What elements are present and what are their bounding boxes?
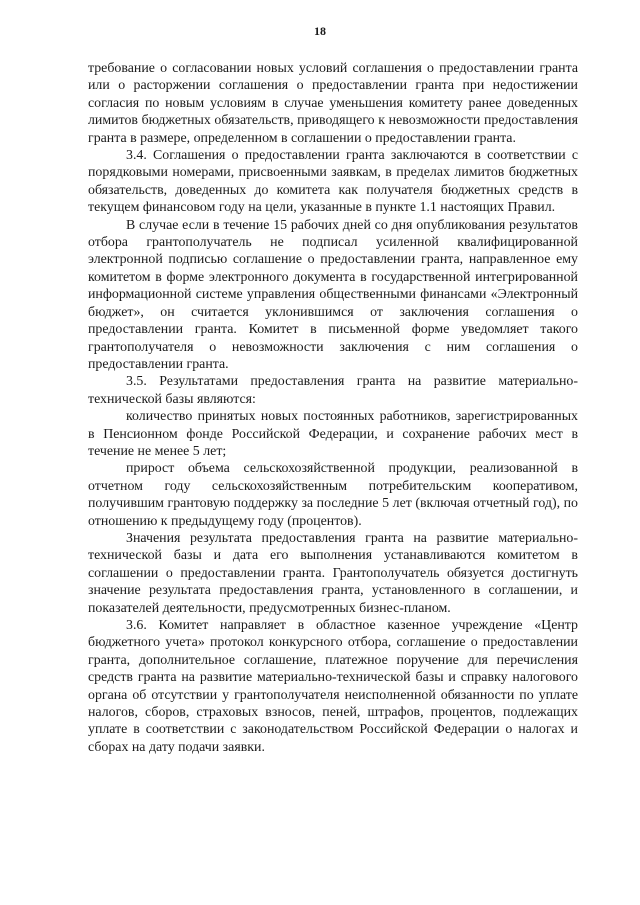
- paragraph-3-5: 3.5. Результатами предоставления гранта на развитие материально-технической базы являются:: [88, 374, 578, 407]
- document-body: [88, 60, 578, 756]
- paragraph-evasion-clause: В случае если в течение 15 рабочих дней со дня опубликования результатов отбора грантополучатель не подписал усиленной квалифицированной электронной подписью соглашение о предоставлении гранта, направленное ему комитетом в форме электронного документа в государственной интегрированной информационной системе управления общественными финансами «Электронный бюджет», он считается уклонившимся от заключения соглашения о предоставлении гранта. Комитет в письменной форме уведомляет такого грантополучателя о невозможности заключения с ним соглашения о предоставлении гранта.: [88, 217, 578, 372]
- paragraph-result-employees: количество принятых новых постоянных работников, зарегистрированных в Пенсионном фонде Российской Федерации, и сохранение рабочих мест в течение не менее 5 лет;: [88, 409, 578, 459]
- paragraph-continuation: требование о согласовании новых условий соглашения о предоставлении гранта или о расторжении соглашения о предоставлении гранта при недостижении согласия по новым условиям в случае уменьшения комитету ранее доведенных лимитов бюджетных обязательств, приводящего к невозможности предоставления гранта в размере, определенном в соглашении о предоставлении гранта.: [88, 61, 578, 146]
- paragraph-result-production: прирост объема сельскохозяйственной продукции, реализованной в отчетном году сельскохозяйственным потребительским кооперативом, получившим грантовую поддержку за последние 5 лет (включая отчетный год), по отношению к предыдущему году (процентов).: [88, 461, 578, 529]
- paragraph-3-6: 3.6. Комитет направляет в областное казенное учреждение «Центр бюджетного учета» протокол конкурсного отбора, соглашение о предоставлении гранта, дополнительное соглашение, платежное поручение для перечисления средств гранта на развитие материально-технической базы и справку налогового органа об отсутствии у грантополучателя неисполненной обязанности по уплате налогов, сборов, страховых взносов, пеней, штрафов, процентов, подлежащих уплате в соответствии с законодательством Российской Федерации о налогах и сборах на дату подачи заявки.: [88, 618, 578, 755]
- page-number: 18: [314, 24, 326, 38]
- paragraph-result-values: Значения результата предоставления гранта на развитие материально-технической базы и дата его выполнения устанавливаются комитетом в соглашении о предоставлении гранта. Грантополучатель обязуется достигнуть значение результата предоставления гранта, установленного в соглашении, и показателей деятельности, предусмотренных бизнес-планом.: [88, 530, 578, 616]
- paragraph-3-4: 3.4. Соглашения о предоставлении гранта заключаются в соответствии с порядковыми номерами, присвоенными заявкам, в пределах лимитов бюджетных обязательств, доведенных до комитета как получателя бюджетных средств в текущем финансовом году на цели, указанные в пункте 1.1 настоящих Правил.: [88, 148, 578, 216]
